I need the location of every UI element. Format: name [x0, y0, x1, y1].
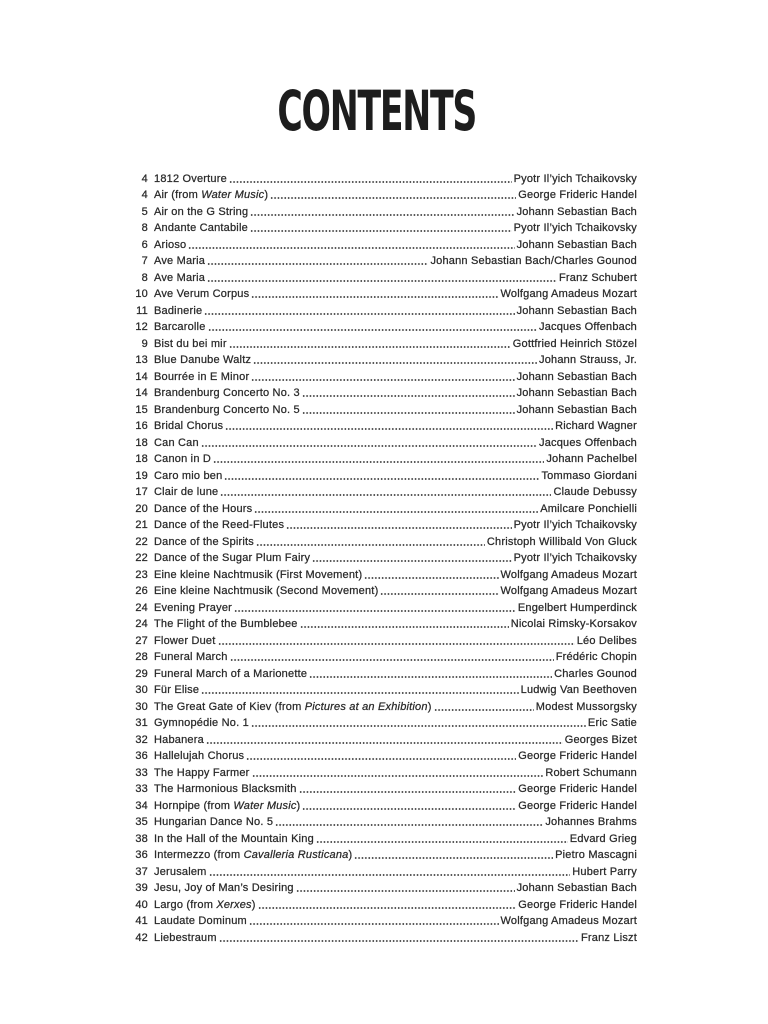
toc-title-pre: In the Hall of the Mountain King	[154, 832, 314, 845]
toc-title	[154, 453, 211, 466]
toc-composer: George Frideric Handel	[518, 750, 637, 762]
dot-leader	[206, 741, 563, 745]
toc-title-pre: The Great Gate of Kiev (from	[154, 700, 305, 713]
dot-leader	[252, 774, 544, 778]
dot-leader	[246, 757, 516, 761]
toc-title	[154, 899, 256, 912]
toc-page-number: 32	[135, 733, 148, 746]
toc-title-pre: Clair de lune	[154, 486, 219, 498]
toc-title-pre: Dance of the Reed-Flutes	[154, 519, 285, 531]
toc-title-pre: Hungarian Dance No. 5	[154, 816, 274, 828]
toc-row	[133, 433, 637, 450]
dot-leader	[380, 592, 498, 596]
dot-leader	[207, 279, 557, 283]
toc-composer: Ludwig Van Beethoven	[520, 684, 637, 696]
dot-leader	[230, 658, 554, 662]
toc-row	[133, 235, 637, 252]
toc-page-number: 28	[135, 651, 148, 663]
toc-composer: Wolfgang Amadeus Mozart	[500, 915, 637, 927]
toc-title	[154, 866, 207, 879]
toc-row	[133, 928, 637, 945]
toc-page-number: 35	[135, 816, 148, 828]
toc-title-pre: Intermezzo (from	[154, 849, 244, 861]
toc-title-italic: Pictures at an Exhibition	[304, 700, 428, 713]
toc-composer: George Frideric Handel	[518, 783, 637, 795]
toc-title-pre: Blue Danube Waltz	[154, 354, 252, 366]
toc-title	[154, 833, 314, 846]
toc-title-pre: Laudate Dominum	[154, 915, 247, 927]
dot-leader	[229, 180, 512, 184]
dot-leader	[300, 625, 509, 629]
toc-row	[133, 631, 637, 648]
toc-title-pre: Flower Duet	[154, 634, 216, 647]
toc-title	[154, 206, 248, 219]
dot-leader	[258, 906, 517, 910]
toc-title	[154, 338, 227, 351]
toc-title-pre: Caro mio ben	[154, 469, 223, 482]
dot-leader	[251, 295, 498, 299]
toc-title-pre: Gymnopédie No. 1	[154, 717, 249, 729]
toc-composer: Charles Gounod	[554, 667, 637, 680]
toc-row	[133, 714, 637, 731]
toc-title-pre: Brandenburg Concerto No. 3	[154, 387, 300, 399]
toc-row	[133, 780, 637, 797]
toc-composer: Franz Schubert	[558, 271, 637, 284]
toc-row	[133, 813, 637, 830]
toc-row	[133, 862, 637, 879]
toc-page-number: 18	[135, 436, 148, 449]
dot-leader	[354, 856, 553, 860]
page-title	[0, 79, 754, 143]
toc-page-number: 7	[141, 255, 148, 267]
toc-composer: Robert Schumann	[545, 766, 637, 779]
toc-title	[154, 354, 251, 367]
toc-title	[154, 321, 206, 334]
toc-composer: Richard Wagner	[555, 420, 637, 432]
toc-title-pre: Dance of the Sugar Plum Fairy	[154, 552, 311, 564]
dot-leader	[270, 196, 516, 200]
toc-title	[154, 585, 378, 598]
toc-row	[133, 912, 637, 929]
toc-title-pre: Jesu, Joy of Man’s Desiring	[154, 882, 294, 894]
toc-page-number: 30	[135, 684, 148, 696]
toc-row	[133, 351, 637, 368]
toc-title	[154, 173, 227, 186]
toc-row	[133, 318, 637, 335]
toc-composer: Johann Strauss, Jr.	[539, 354, 637, 366]
toc-composer: Amilcare Ponchielli	[540, 502, 637, 515]
toc-title	[154, 255, 205, 268]
toc-row	[133, 268, 637, 285]
toc-title-italic: Water Music	[233, 799, 297, 812]
toc-title-pre: Jerusalem	[154, 865, 207, 878]
toc-title-pre: Liebestraum	[154, 931, 217, 944]
toc-composer: Wolfgang Amadeus Mozart	[500, 568, 637, 581]
toc-title-pre: The Happy Farmer	[154, 766, 250, 779]
dot-leader	[250, 213, 514, 217]
toc-title-pre: Dance of the Spirits	[154, 535, 254, 548]
dot-leader	[253, 361, 537, 365]
toc-title-pre: Bridal Chorus	[154, 420, 224, 432]
toc-title-pre: Funeral March of a Marionette	[154, 667, 308, 680]
toc-page-number: 36	[135, 849, 148, 861]
dot-leader	[256, 543, 485, 547]
toc-composer: Franz Liszt	[581, 931, 637, 944]
page-title-text: CONTENTS	[277, 79, 477, 143]
toc-page-number: 38	[135, 832, 148, 845]
toc-title-pre: Eine kleine Nachtmusik (First Movement)	[154, 568, 363, 581]
dot-leader	[234, 609, 516, 613]
toc-title-pre: Bist du bei mir	[154, 337, 227, 350]
toc-title	[154, 189, 268, 202]
toc-row	[133, 879, 637, 896]
dot-leader	[251, 378, 514, 382]
toc-page-number: 31	[135, 717, 148, 729]
toc-composer: Pyotr Il’yich Tchaikovsky	[513, 519, 637, 531]
toc-row	[133, 829, 637, 846]
toc-page-number: 10	[135, 288, 148, 300]
toc-title-pre: Largo (from	[154, 898, 217, 911]
toc-title-pre: Canon in D	[154, 453, 212, 465]
toc-page-number: 39	[135, 882, 148, 894]
toc-composer: Wolfgang Amadeus Mozart	[500, 288, 637, 300]
toc-page-number: 34	[135, 799, 148, 812]
toc-row	[133, 681, 637, 698]
toc-title	[154, 783, 297, 796]
toc-title-post: )	[427, 700, 432, 713]
toc-composer: Frédéric Chopin	[555, 651, 637, 663]
toc-page-number: 9	[141, 337, 148, 350]
dot-leader	[213, 460, 544, 464]
toc-title-pre: Air (from	[154, 189, 202, 201]
toc-title	[154, 932, 217, 945]
toc-title-pre: Hallelujah Chorus	[154, 750, 245, 762]
toc-row	[133, 532, 637, 549]
toc-row	[133, 252, 637, 269]
toc-page-number: 4	[141, 189, 148, 201]
toc-title	[154, 288, 249, 301]
toc-composer: Eric Satie	[587, 717, 637, 729]
toc-row	[133, 417, 637, 434]
toc-title	[154, 635, 216, 648]
toc-title	[154, 305, 202, 318]
dot-leader	[296, 889, 515, 893]
toc-title	[154, 503, 252, 516]
toc-title-pre: 1812 Overture	[154, 172, 227, 185]
toc-title	[154, 222, 248, 235]
toc-title	[154, 420, 223, 433]
toc-title-post: )	[251, 898, 256, 911]
toc-page-number: 4	[141, 172, 148, 185]
toc-composer: Edvard Grieg	[569, 832, 637, 845]
toc-page-number: 37	[135, 865, 148, 878]
toc-page-number: 14	[135, 387, 148, 399]
toc-title-pre: Bourrée in E Minor	[154, 370, 250, 383]
toc-page-number: 29	[135, 667, 148, 680]
toc-row	[133, 219, 637, 236]
dot-leader	[229, 345, 511, 349]
toc-composer: Nicolai Rimsky-Korsakov	[510, 618, 637, 630]
toc-page-number: 33	[135, 783, 148, 795]
toc-page-number: 17	[135, 486, 148, 498]
dot-leader	[188, 246, 514, 250]
dot-leader	[250, 229, 512, 233]
toc-title-post: )	[264, 189, 269, 201]
toc-title-pre: Ave Verum Corpus	[154, 288, 250, 300]
toc-composer: Georges Bizet	[564, 733, 637, 746]
toc-title-pre: Barcarolle	[154, 321, 206, 333]
toc-composer: Johann Sebastian Bach	[516, 304, 637, 317]
toc-title-pre: Hornpipe (from	[154, 799, 234, 812]
dot-leader	[224, 477, 539, 481]
toc-title	[154, 486, 218, 499]
toc-title-pre: Brandenburg Concerto No. 5	[154, 403, 300, 416]
toc-title-italic: Xerxes	[216, 898, 252, 911]
dot-leader	[309, 675, 552, 679]
toc-title-pre: Can Can	[154, 436, 199, 449]
toc-composer: Pyotr Il’yich Tchaikovsky	[513, 552, 637, 564]
toc-title-pre: Arioso	[154, 238, 187, 251]
toc-title	[154, 651, 228, 664]
toc-title-post: )	[348, 849, 353, 861]
toc-title	[154, 552, 310, 565]
dot-leader	[207, 262, 428, 266]
toc-page-number: 22	[135, 535, 148, 548]
dot-leader	[251, 724, 586, 728]
toc-page-number: 6	[141, 238, 148, 251]
toc-title	[154, 470, 222, 483]
toc-composer: Claude Debussy	[553, 486, 637, 498]
toc-page-number: 21	[135, 519, 148, 531]
toc-composer: Pyotr Il’yich Tchaikovsky	[513, 172, 637, 185]
toc-row	[133, 499, 637, 516]
toc-page-number: 20	[135, 502, 148, 515]
toc-row	[133, 549, 637, 566]
toc-row	[133, 450, 637, 467]
dot-leader	[302, 394, 515, 398]
toc-page-number: 26	[135, 585, 148, 597]
dot-leader	[204, 312, 514, 316]
dot-leader	[220, 493, 551, 497]
dot-leader	[316, 840, 568, 844]
toc-page-number: 12	[135, 321, 148, 333]
toc-page-number: 8	[141, 222, 148, 234]
toc-row	[133, 664, 637, 681]
toc-row	[133, 697, 637, 714]
toc-row	[133, 285, 637, 302]
toc-composer: Modest Mussorgsky	[535, 700, 637, 713]
toc-page-number: 33	[135, 766, 148, 779]
dot-leader	[218, 642, 575, 646]
toc-title-pre: Für Elise	[154, 684, 200, 696]
dot-leader	[208, 328, 537, 332]
toc-composer: Johann Sebastian Bach	[516, 403, 637, 416]
toc-composer: Jacques Offenbach	[539, 436, 637, 449]
toc-row	[133, 334, 637, 351]
toc-row	[133, 169, 637, 186]
toc-page-number: 40	[135, 898, 148, 911]
toc-composer: Johann Sebastian Bach	[516, 205, 637, 218]
toc-title-pre: The Flight of the Bumblebee	[154, 618, 298, 630]
toc-title-pre: Evening Prayer	[154, 601, 233, 614]
toc-row	[133, 846, 637, 863]
toc-row	[133, 565, 637, 582]
toc-row	[133, 615, 637, 632]
dot-leader	[364, 576, 498, 580]
toc-title-pre: Dance of the Hours	[154, 502, 253, 515]
toc-title-italic: Cavalleria Rusticana	[243, 849, 349, 861]
toc-title	[154, 849, 352, 862]
dot-leader	[312, 559, 511, 563]
toc-row	[133, 747, 637, 764]
toc-title-pre: Habanera	[154, 733, 204, 746]
toc-row	[133, 483, 637, 500]
toc-title	[154, 882, 294, 895]
toc-row	[133, 598, 637, 615]
toc-title	[154, 668, 307, 681]
toc-row	[133, 466, 637, 483]
toc-composer: Léo Delibes	[576, 634, 637, 647]
toc-composer: Johann Sebastian Bach	[516, 882, 637, 894]
toc-row	[133, 730, 637, 747]
dot-leader	[219, 939, 579, 943]
toc-title	[154, 684, 199, 697]
toc-composer: Johann Sebastian Bach/Charles Gounod	[430, 255, 637, 267]
toc-composer: Wolfgang Amadeus Mozart	[500, 585, 637, 597]
toc-composer: George Frideric Handel	[518, 898, 637, 911]
toc-composer: Johannes Brahms	[545, 816, 637, 828]
dot-leader	[302, 411, 515, 415]
toc-composer: Johann Pachelbel	[546, 453, 637, 465]
toc-row	[133, 384, 637, 401]
toc-composer: Engelbert Humperdinck	[517, 601, 637, 614]
toc-composer: Johann Sebastian Bach	[516, 238, 637, 251]
toc-page-number: 23	[135, 568, 148, 581]
dot-leader	[286, 526, 511, 530]
toc-title	[154, 734, 204, 747]
toc-title	[154, 602, 232, 615]
toc-row	[133, 895, 637, 912]
toc-row	[133, 186, 637, 203]
toc-title-pre: The Harmonious Blacksmith	[154, 783, 297, 795]
toc-title-pre: Funeral March	[154, 651, 228, 663]
toc-page-number: 8	[141, 271, 148, 284]
toc-title	[154, 437, 199, 450]
toc-composer: Tommaso Giordani	[541, 469, 637, 482]
dot-leader	[249, 922, 499, 926]
dot-leader	[254, 510, 538, 514]
toc-title-pre: Ave Maria	[154, 271, 206, 284]
toc-title-pre: Badinerie	[154, 304, 203, 317]
toc-page-number: 16	[135, 420, 148, 432]
toc-title	[154, 915, 247, 928]
toc-title	[154, 536, 254, 549]
toc-title	[154, 519, 284, 532]
toc-composer: Johann Sebastian Bach	[516, 387, 637, 399]
toc-page-number: 22	[135, 552, 148, 564]
toc-row	[133, 516, 637, 533]
toc-title	[154, 569, 362, 582]
toc-page-number: 24	[135, 618, 148, 630]
toc-title	[154, 404, 300, 417]
toc-page-number: 15	[135, 403, 148, 416]
toc-title	[154, 767, 250, 780]
toc-composer: Gottfried Heinrich Stözel	[512, 337, 637, 350]
toc-page-number: 36	[135, 750, 148, 762]
dot-leader	[209, 873, 571, 877]
toc-title	[154, 750, 244, 763]
toc-composer: George Frideric Handel	[518, 189, 637, 201]
toc-title	[154, 239, 186, 252]
toc-title	[154, 701, 432, 714]
dot-leader	[201, 691, 518, 695]
dot-leader	[225, 427, 553, 431]
dot-leader	[201, 444, 537, 448]
toc-title	[154, 371, 249, 384]
toc-row	[133, 301, 637, 318]
dot-leader	[299, 790, 517, 794]
toc-list	[133, 169, 637, 945]
toc-row	[133, 648, 637, 665]
toc-page-number: 13	[135, 354, 148, 366]
toc-title-italic: Water Music	[201, 189, 265, 201]
dot-leader	[302, 807, 516, 811]
toc-composer: Christoph Willibald Von Gluck	[486, 535, 637, 548]
toc-title-pre: Eine kleine Nachtmusik (Second Movement)	[154, 585, 379, 597]
dot-leader	[434, 708, 534, 712]
toc-composer: George Frideric Handel	[518, 799, 637, 812]
toc-row	[133, 582, 637, 599]
toc-title	[154, 800, 300, 813]
toc-page-number: 19	[135, 469, 148, 482]
toc-page-number: 42	[135, 931, 148, 944]
toc-title	[154, 717, 249, 730]
toc-composer: Jacques Offenbach	[539, 321, 637, 333]
toc-page-number: 30	[135, 700, 148, 713]
toc-title	[154, 618, 298, 631]
dot-leader	[275, 823, 543, 827]
toc-title-pre: Air on the G String	[154, 205, 249, 218]
toc-title-pre: Ave Maria	[154, 255, 206, 267]
toc-title-post: )	[296, 799, 301, 812]
toc-composer: Pyotr Il’yich Tchaikovsky	[513, 222, 637, 234]
toc-composer: Johann Sebastian Bach	[516, 370, 637, 383]
toc-page-number: 14	[135, 370, 148, 383]
toc-row	[133, 400, 637, 417]
toc-title	[154, 816, 273, 829]
toc-page-number: 24	[135, 601, 148, 614]
toc-page-number: 18	[135, 453, 148, 465]
toc-row	[133, 367, 637, 384]
toc-title	[154, 272, 205, 285]
toc-page-number: 5	[141, 205, 148, 218]
toc-title-pre: Andante Cantabile	[154, 222, 248, 234]
toc-composer: Hubert Parry	[572, 865, 637, 878]
toc-row	[133, 202, 637, 219]
toc-title	[154, 387, 300, 400]
toc-row	[133, 796, 637, 813]
toc-page-number: 11	[136, 304, 148, 317]
toc-composer: Pietro Mascagni	[555, 849, 637, 861]
toc-row	[133, 763, 637, 780]
toc-page-number: 41	[135, 915, 148, 927]
toc-page-number: 27	[135, 634, 148, 647]
